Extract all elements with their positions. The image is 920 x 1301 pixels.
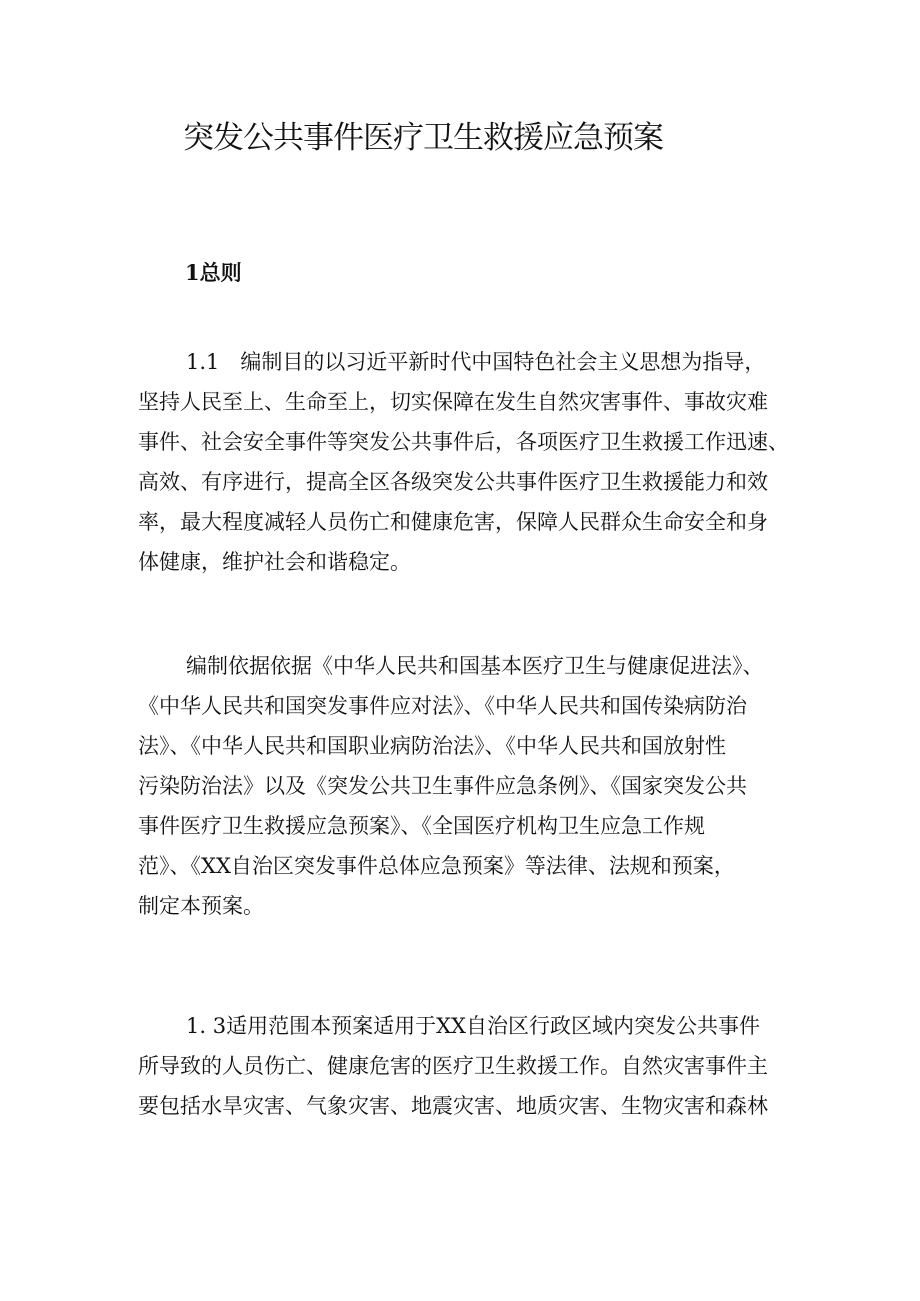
paragraph-line: 体健康，维护社会和谐稳定。: [138, 550, 411, 574]
paragraph-line: 高效、有序进行，提高全区各级突发公共事件医疗卫生救援能力和效: [138, 470, 768, 494]
paragraph-line: 要包括水旱灾害、气象灾害、地震灾害、地质灾害、生物灾害和森林: [138, 1094, 768, 1118]
paragraph-line: 事件、社会安全事件等突发公共事件后，各项医疗卫生救援工作迅速、: [138, 430, 789, 454]
section-heading: 1总则: [185, 260, 242, 285]
paragraph-line: 范》、《XX自治区突发事件总体应急预案》等法律、法规和预案，: [138, 854, 735, 878]
paragraph-line: 事件医疗卫生救援应急预案》、《全国医疗机构卫生应急工作规: [138, 814, 705, 838]
document-title: 突发公共事件医疗卫生救援应急预案: [183, 120, 663, 156]
paragraph-line: 法》、《中华人民共和国职业病防治法》、《中华人民共和国放射性: [138, 734, 726, 758]
paragraph-line: 1. 3适用范围本预案适用于XX自治区行政区域内突发公共事件: [186, 1014, 760, 1038]
paragraph-purpose: [138, 342, 798, 582]
paragraph-scope: [138, 1006, 798, 1126]
paragraph-line: 所导致的人员伤亡、健康危害的医疗卫生救援工作。自然灾害事件主: [138, 1054, 768, 1078]
paragraph-line: 污染防治法》以及《突发公共卫生事件应急条例》、《国家突发公共: [138, 774, 747, 798]
paragraph-basis: [138, 646, 798, 926]
paragraph-line: 坚持人民至上、生命至上，切实保障在发生自然灾害事件、事故灾难: [138, 390, 768, 414]
paragraph-line: 制定本预案。: [138, 894, 264, 918]
paragraph-line: 编制依据依据《中华人民共和国基本医疗卫生与健康促进法》、: [186, 654, 764, 678]
paragraph-line: 《中华人民共和国突发事件应对法》、《中华人民共和国传染病防治: [138, 694, 747, 718]
paragraph-line: 率，最大程度减轻人员伤亡和健康危害，保障人民群众生命安全和身: [138, 510, 768, 534]
paragraph-line: 1.1 编制目的以习近平新时代中国特色社会主义思想为指导，: [186, 350, 766, 374]
